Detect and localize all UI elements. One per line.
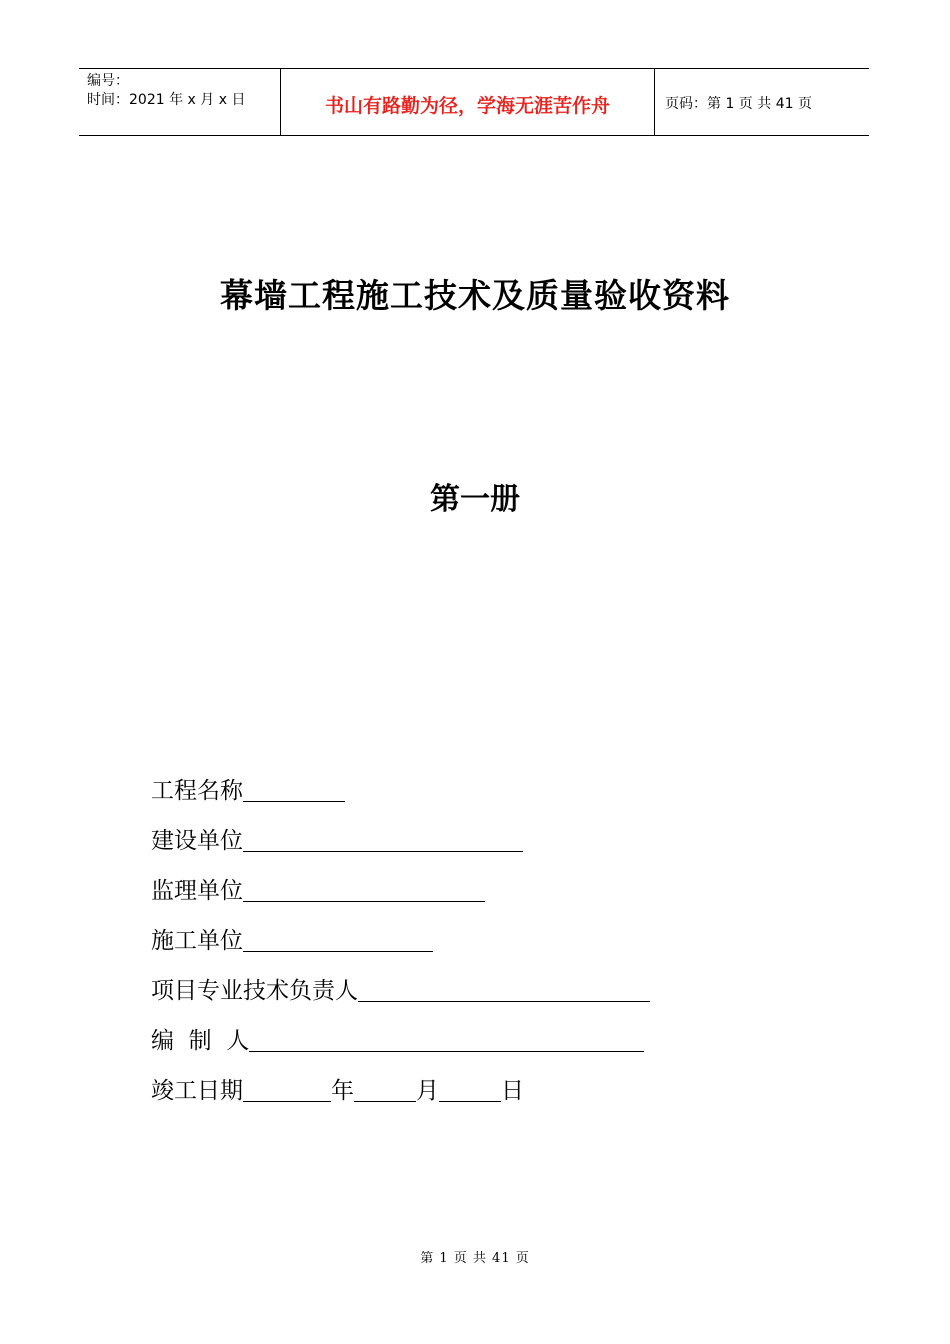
field-day-label: 日 [501, 1078, 524, 1104]
field-builder-unit-blank[interactable] [243, 925, 433, 952]
field-tech-lead [151, 972, 650, 1006]
field-month-blank[interactable] [354, 1075, 416, 1102]
field-project-name-label: 工程名称 [151, 778, 243, 804]
field-year-label: 年 [331, 1078, 354, 1104]
field-supervision-unit-label: 监理单位 [151, 878, 243, 904]
field-completion-date [151, 1072, 524, 1106]
page-header [79, 68, 869, 136]
header-meta [79, 69, 281, 135]
field-compiler [151, 1022, 644, 1056]
field-month-label: 月 [416, 1078, 439, 1104]
field-year-blank[interactable] [243, 1075, 331, 1102]
header-page-info: 页码：第 1 页 共 41 页 [665, 96, 812, 112]
field-completion-date-label: 竣工日期 [151, 1078, 243, 1104]
header-motto: 书山有路勤为径，学海无涯苦作舟 [281, 69, 655, 135]
header-time-label: 时间：2021 年 x 月 x 日 [87, 92, 246, 108]
field-compiler-label: 编 制 人 [151, 1028, 250, 1054]
field-supervision-unit [151, 872, 485, 906]
field-project-name [151, 772, 345, 806]
field-project-name-blank[interactable] [243, 775, 345, 802]
header-number-label: 编号： [87, 73, 129, 89]
field-compiler-blank[interactable] [249, 1025, 644, 1052]
field-builder-unit-label: 施工单位 [151, 928, 243, 954]
page-footer: 第 1 页 共 41 页 [420, 1251, 530, 1266]
field-day-blank[interactable] [439, 1075, 501, 1102]
field-construction-unit-label: 建设单位 [151, 828, 243, 854]
field-construction-unit [151, 822, 523, 856]
field-builder-unit [151, 922, 433, 956]
field-supervision-unit-blank[interactable] [243, 875, 485, 902]
field-tech-lead-label: 项目专业技术负责人 [151, 978, 358, 1004]
document-title: 幕墙工程施工技术及质量验收资料 [220, 276, 730, 315]
field-tech-lead-blank[interactable] [358, 975, 650, 1002]
field-construction-unit-blank[interactable] [243, 825, 523, 852]
volume-label: 第一册 [430, 482, 520, 517]
